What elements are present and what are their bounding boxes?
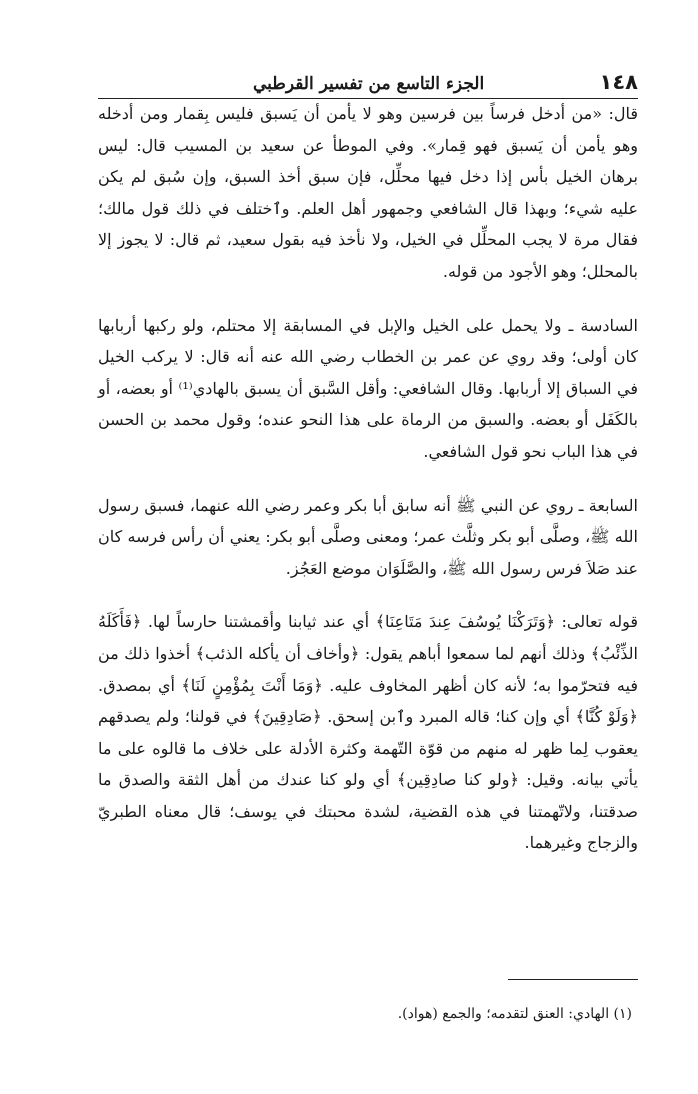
paragraph-4: قوله تعالى: ﴿وَتَرَكْنَا يُوسُفَ عِندَ مَتَاعِنَا﴾ أي عند ثيابنا وأقمشتنا حارساً لها. ﴿فَأَكَلَهُ الذِّئْبُ﴾ وذلك أنهم لما سمعوا أباهم يقول: ﴿وأخاف أن يأكله الذئب﴾ أخذوا ذلك من فيه فتحرّموا به؛ لأنه كان أظهر المخاوف عليه. ﴿وَمَا أَنْتَ بِمُؤْمِنٍ لَنَا﴾ أي بمصدق. ﴿وَلَوْ كُنَّا﴾ أي وإن كنا؛ قاله المبرد وٱبن إسحق. ﴿صَادِقِينَ﴾ في قولنا؛ ولم يصدقهم يعقوب لِما ظهر له منهم من قوّة التّهمة وكثرة الأدلة على خلاف ما قالوه على ما يأتي بيانه. وقيل: ﴿ولو كنا صادِقِين﴾ أي ولو كنا عندك من أهل الثقة والصدق ما صدقتنا، ولاتّهمتنا في هذه القضية، لشدة محبتك في يوسف؛ قال معناه الطبريّ والزجاج وغيرهما.: [98, 612, 638, 853]
page-number: ١٤٨: [599, 70, 638, 94]
paragraph-1: قال: «من أدخل فرساً بين فرسين وهو لا يأمن أن يَسبق فليس بِقمار ومن أدخله وهو يأمن أن يَسبق فهو قِمار». وفي الموطأ عن سعيد بن المسيب قال: ليس برهان الخيل بأس إذا دخل فيها محلِّل، فإن سبق أخذ السبق، وإن سُبق لم يكن عليه شيء؛ وبهذا قال الشافعي وجمهور أهل العلم. وٱختلف في ذلك قول مالك؛ فقال مرة لا يجب المحلِّل في الخيل، ولا نأخذ فيه بقول سعيد، ثم قال: لا يجوز إلا بالمحلل؛ وهو الأجود من قوله.: [98, 104, 638, 281]
footnote-divider: [508, 979, 638, 980]
page-body: [98, 98, 638, 881]
footnote: (١) الهادي: العنق لتقدمه؛ والجمع (هواد).: [397, 1006, 632, 1022]
paragraph-2: السادسة ـ ولا يحمل على الخيل والإبل في المسابقة إلا محتلم، ولو ركبها أربابها كان أولى؛ وقد روي عن عمر بن الخطاب رضي الله عنه أنه قال: لا يركب الخيل في السباق إلا أربابها. وقال الشافعي: وأقل السَّبق أن يسبق بالهادي⁽¹⁾ أو بعضه، أو بالكَفَل أو بعضه. والسبق من الرماة على هذا النحو عنده؛ وقول محمد بن الحسن في هذا الباب نحو قول الشافعي.: [98, 315, 638, 461]
running-head: الجزء التاسع من تفسير القرطبي: [253, 74, 485, 94]
paragraph-3: السابعة ـ روي عن النبي ﷺ أنه سابق أبا بكر وعمر رضي الله عنهما، فسبق رسول الله ﷺ، وصلَّى أبو بكر وثلَّث عمر؛ ومعنى وصلَّى أبو بكر: يعني أن رأس فرسه كان عند صَلاَ فرس رسول الله ﷺ، والصَّلَوَان موضع العَجُز.: [98, 495, 638, 578]
page-header: [98, 58, 638, 99]
